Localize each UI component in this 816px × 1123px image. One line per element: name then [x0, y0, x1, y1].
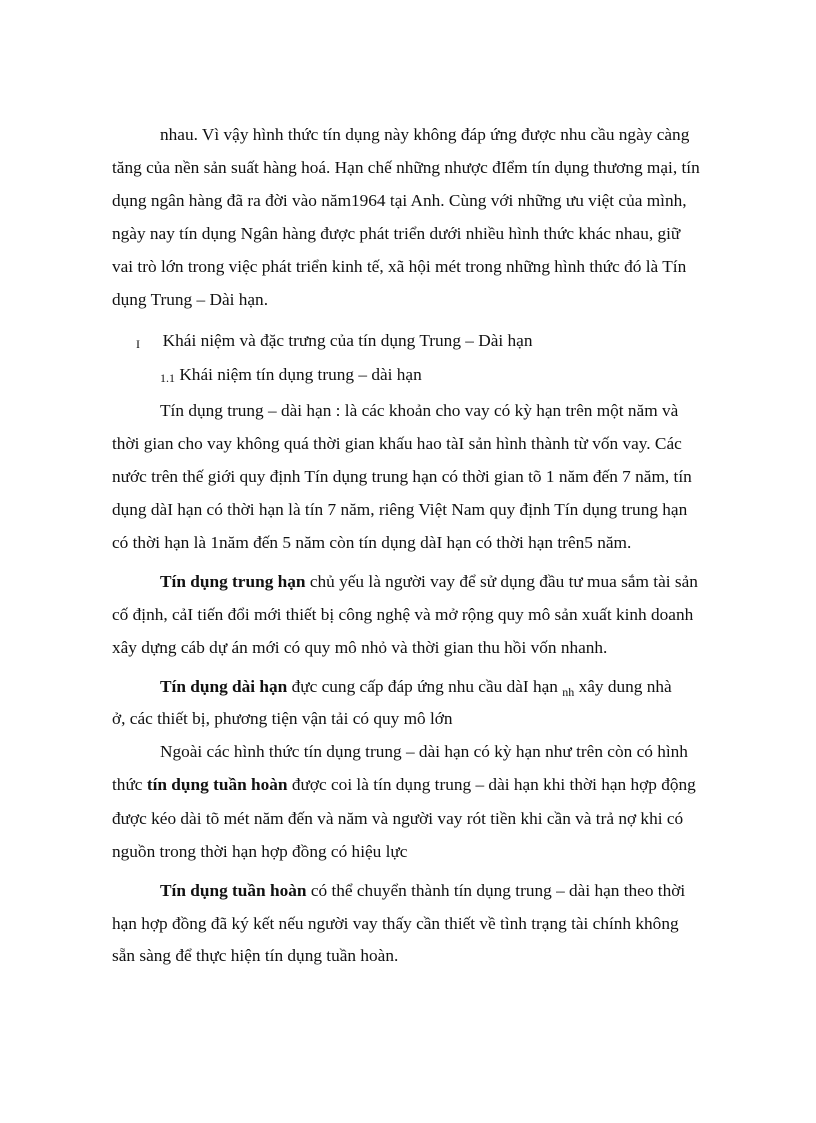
- term-bold: Tín dụng dài hạn: [160, 677, 288, 696]
- line-text: được coi là tín dụng trung – dài hạn khi thời hạn hợp động: [287, 775, 696, 794]
- line-text: chủ yếu là người vay để sử dụng đầu tư mua sắm tài sản: [305, 572, 698, 591]
- term-bold: Tín dụng tuần hoàn: [160, 881, 307, 900]
- paragraph-line: nhau. Vì vậy hình thức tín dụng này không đáp ứng được nhu cầu ngày càng: [160, 125, 690, 144]
- paragraph-line: xây dựng cáb dự án mới có quy mô nhỏ và thời gian thu hồi vốn nhanh.: [112, 638, 608, 657]
- subsection-number: 1.1: [160, 371, 175, 385]
- paragraph-line: có thời hạn là 1năm đến 5 năm còn tín dụng dàI hạn có thời hạn trên5 năm.: [112, 533, 632, 552]
- paragraph-line: tăng của nền sản suất hàng hoá. Hạn chế những nhược đIểm tín dụng thương mại, tín: [112, 158, 700, 177]
- paragraph-line: [160, 571, 698, 593]
- paragraph-line: Tín dụng trung – dài hạn : là các khoản cho vay có kỳ hạn trên một năm và: [160, 401, 679, 420]
- paragraph-line: sẵn sàng để thực hiện tín dụng tuần hoàn.: [112, 946, 399, 965]
- paragraph-line: Ngoài các hình thức tín dụng trung – dài hạn có kỳ hạn như trên còn có hình: [160, 742, 688, 761]
- paragraph-line: hạn hợp đồng đã ký kết nếu người vay thấy cần thiết về tình trạng tài chính không: [112, 914, 679, 933]
- paragraph-line: dụng ngân hàng đã ra đời vào năm1964 tại Anh. Cùng với những ưu việt của mình,: [112, 191, 687, 210]
- section-heading: [136, 330, 532, 355]
- paragraph-line: dụng dàI hạn có thời hạn là tín 7 năm, riêng Việt Nam quy định Tín dụng trung hạn: [112, 500, 688, 519]
- line-text: xây dung nhà: [574, 677, 672, 696]
- subsection-heading: [160, 364, 422, 389]
- paragraph-line: nước trên thế giới quy định Tín dụng trung hạn có thời gian tõ 1 năm đến 7 năm, tín: [112, 467, 692, 486]
- paragraph-line: thời gian cho vay không quá thời gian khấu hao tàI sản hình thành từ vốn vay. Các: [112, 434, 682, 453]
- term-bold: tín dụng tuần hoàn: [146, 775, 288, 794]
- paragraph-line: được kéo dài tõ mét năm đến và năm và người vay rót tiền khi cần và trả nợ khi có: [112, 809, 684, 828]
- paragraph-line: [160, 880, 685, 902]
- paragraph-line: dụng Trung – Dài hạn.: [112, 290, 269, 309]
- subscript-text: nh: [562, 685, 575, 699]
- line-text: có thể chuyển thành tín dụng trung – dài hạn theo thời: [306, 881, 686, 900]
- paragraph-line: cố định, cảI tiến đổi mới thiết bị công nghệ và mở rộng quy mô sản xuất kinh doanh: [112, 605, 694, 624]
- section-number: I: [136, 337, 140, 351]
- line-text: thức: [112, 775, 147, 794]
- paragraph-line: ở, các thiết bị, phương tiện vận tải có quy mô lớn: [112, 709, 453, 728]
- line-text: đực cung cấp đáp ứng nhu cầu dàI hạn: [287, 677, 563, 696]
- section-title: Khái niệm và đặc trưng của tín dụng Trung – Dài hạn: [162, 331, 533, 350]
- paragraph-line: [160, 676, 672, 699]
- paragraph-line: nguồn trong thời hạn hợp đồng có hiệu lực: [112, 842, 408, 861]
- subsection-title: Khái niệm tín dụng trung – dài hạn: [179, 365, 422, 384]
- paragraph-line: ngày nay tín dụng Ngân hàng được phát triển dưới nhiều hình thức khác nhau, giữ: [112, 224, 681, 243]
- paragraph-line: vai trò lớn trong việc phát triển kinh tế, xã hội mét trong những hình thức đó là Tín: [112, 257, 687, 276]
- term-bold: Tín dụng trung hạn: [160, 572, 306, 591]
- paragraph-line: [112, 774, 696, 796]
